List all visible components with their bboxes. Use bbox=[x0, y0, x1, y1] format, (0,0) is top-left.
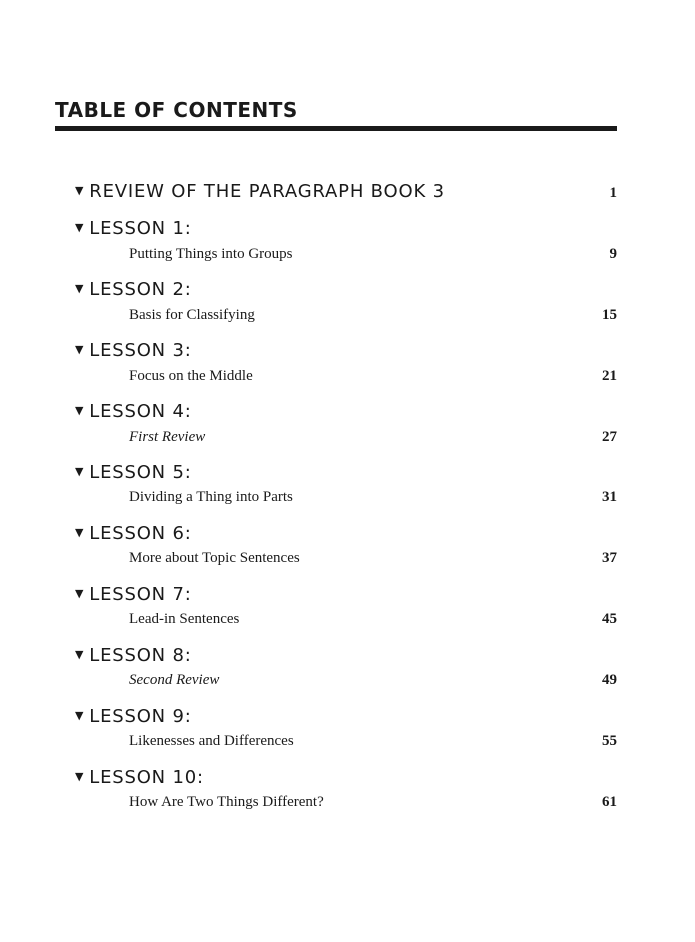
triangle-down-icon: ▼ bbox=[75, 221, 85, 234]
triangle-down-icon: ▼ bbox=[75, 587, 85, 600]
toc-heading-label: LESSON 10: bbox=[89, 767, 204, 788]
toc-subtitle: How Are Two Things Different? bbox=[129, 794, 324, 810]
triangle-down-icon: ▼ bbox=[75, 282, 85, 295]
toc-heading-label: LESSON 1: bbox=[89, 218, 192, 239]
toc-heading-label: LESSON 8: bbox=[89, 645, 192, 666]
toc-subtitle: More about Topic Sentences bbox=[129, 550, 300, 566]
toc-heading-label: LESSON 4: bbox=[89, 401, 192, 422]
toc-heading-label: LESSON 5: bbox=[89, 462, 192, 483]
toc-page-number: 31 bbox=[602, 489, 617, 505]
toc-heading-lesson-7 bbox=[75, 583, 192, 606]
toc-heading-lesson-2 bbox=[75, 278, 192, 301]
toc-page-number: 15 bbox=[602, 307, 617, 323]
triangle-down-icon: ▼ bbox=[75, 184, 85, 197]
toc-page-number: 27 bbox=[602, 429, 617, 445]
toc-heading-lesson-5 bbox=[75, 461, 192, 484]
toc-heading-lesson-1 bbox=[75, 217, 192, 240]
toc-subtitle: Putting Things into Groups bbox=[129, 246, 293, 262]
toc-heading-lesson-4 bbox=[75, 400, 192, 423]
toc-subtitle: Basis for Classifying bbox=[129, 307, 255, 323]
toc-subtitle: Focus on the Middle bbox=[129, 368, 253, 384]
toc-subtitle: Lead-in Sentences bbox=[129, 611, 240, 627]
toc-page-number: 21 bbox=[602, 368, 617, 384]
toc-page-number: 37 bbox=[602, 550, 617, 566]
triangle-down-icon: ▼ bbox=[75, 648, 85, 661]
triangle-down-icon: ▼ bbox=[75, 404, 85, 417]
toc-heading-lesson-10 bbox=[75, 766, 204, 789]
toc-heading-label: LESSON 2: bbox=[89, 279, 192, 300]
toc-subtitle: Second Review bbox=[129, 672, 220, 688]
toc-heading-label: LESSON 6: bbox=[89, 523, 192, 544]
toc-heading-lesson-3 bbox=[75, 339, 192, 362]
toc-heading-lesson-8 bbox=[75, 644, 192, 667]
toc-subtitle: Likenesses and Differences bbox=[129, 733, 294, 749]
toc-heading-label: LESSON 9: bbox=[89, 706, 192, 727]
triangle-down-icon: ▼ bbox=[75, 465, 85, 478]
toc-page-number: 55 bbox=[602, 733, 617, 749]
toc-page-number: 1 bbox=[609, 185, 617, 201]
toc-heading-lesson-6 bbox=[75, 522, 192, 545]
triangle-down-icon: ▼ bbox=[75, 770, 85, 783]
triangle-down-icon: ▼ bbox=[75, 526, 85, 539]
toc-page-number: 49 bbox=[602, 672, 617, 688]
toc-heading-label: REVIEW OF THE PARAGRAPH BOOK 3 bbox=[89, 181, 445, 202]
toc-page-number: 9 bbox=[609, 246, 617, 262]
toc-page-number: 61 bbox=[602, 794, 617, 810]
toc-subtitle: Dividing a Thing into Parts bbox=[129, 489, 293, 505]
triangle-down-icon: ▼ bbox=[75, 709, 85, 722]
toc-heading-review bbox=[75, 180, 445, 203]
toc-subtitle: First Review bbox=[129, 429, 206, 445]
toc-heading-lesson-9 bbox=[75, 705, 192, 728]
toc-page-number: 45 bbox=[602, 611, 617, 627]
triangle-down-icon: ▼ bbox=[75, 343, 85, 356]
page-title: TABLE OF CONTENTS bbox=[55, 98, 298, 122]
toc-heading-label: LESSON 3: bbox=[89, 340, 192, 361]
toc-heading-label: LESSON 7: bbox=[89, 584, 192, 605]
